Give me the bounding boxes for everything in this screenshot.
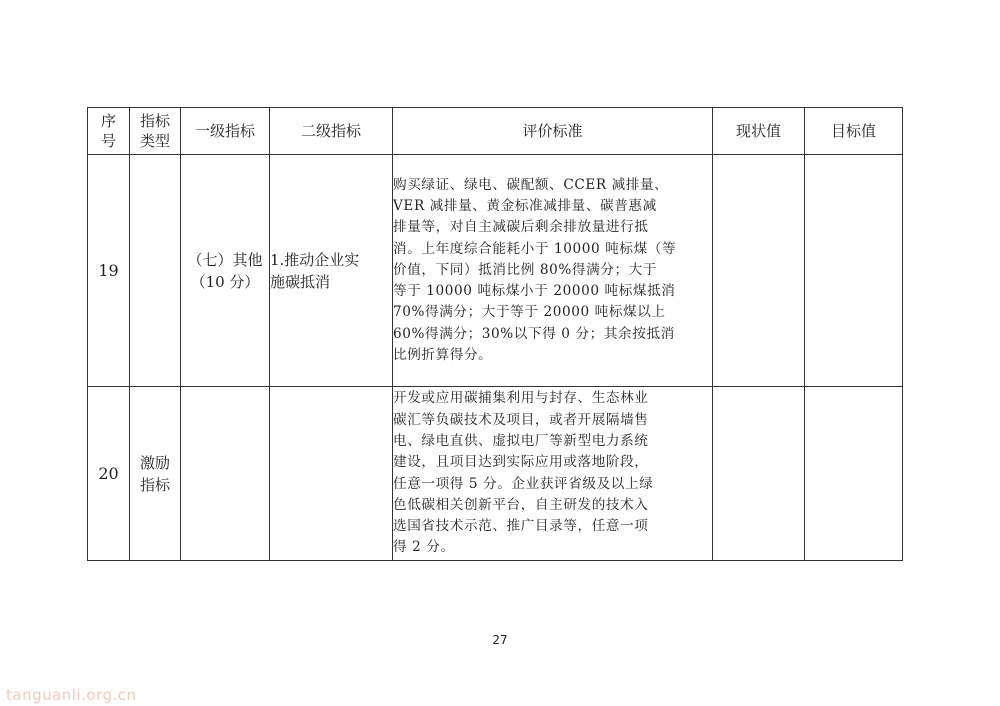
row-criteria: 开发或应用碳捕集利用与封存、生态林业 碳汇等负碳技术及项目，或者开展隔墙售 电、绿电直供、虚拟电厂等新型电力系统 建设，且项目达到实际应用或落地阶段， 任意一项得 5 分。企业获评省级及以上绿 色低碳相关创新平台，自主研发的技术入 选国省技术示范、推广目录等，任意一项 得 2 分。	[393, 387, 713, 561]
row-criteria: 购买绿证、绿电、碳配额、CCER 减排量、 VER 减排量、黄金标准减排量、碳普惠减 排量等，对自主减碳后剩余排放量进行抵 消。上年度综合能耗小于 10000 吨标煤（等 价值，下同）抵消比例 80%得满分；大于 等于 10000 吨标煤小于 20000 吨标煤抵消 70%得满分；大于等于 20000 吨标煤以上 60%得满分；30%以下得 0 分；其余按抵消 比例折算得分。	[393, 155, 713, 387]
watermark: tanguanli.org.cn	[6, 686, 137, 704]
row-target-value	[805, 155, 903, 387]
header-criteria: 评价标准	[393, 108, 713, 155]
header-target: 目标值	[805, 108, 903, 155]
row-seq: 19	[88, 155, 130, 387]
row-level1	[181, 387, 270, 561]
row-level1: （七）其他 （10 分）	[181, 155, 270, 387]
row-target-value	[805, 387, 903, 561]
evaluation-table	[87, 107, 903, 561]
header-seq: 序 号	[88, 108, 130, 155]
page-number: 27	[492, 633, 508, 647]
header-current: 现状值	[713, 108, 805, 155]
row-type: 激励 指标	[130, 387, 181, 561]
row-seq: 20	[88, 387, 130, 561]
header-type: 指标 类型	[130, 108, 181, 155]
row-current-value	[713, 387, 805, 561]
table-row	[88, 155, 903, 387]
table-header-row	[88, 108, 903, 155]
table-row	[88, 387, 903, 561]
header-level1: 一级指标	[181, 108, 270, 155]
row-level2: 1.推动企业实 施碳抵消	[270, 155, 393, 387]
row-current-value	[713, 155, 805, 387]
row-level2	[270, 387, 393, 561]
row-type	[130, 155, 181, 387]
header-level2: 二级指标	[270, 108, 393, 155]
